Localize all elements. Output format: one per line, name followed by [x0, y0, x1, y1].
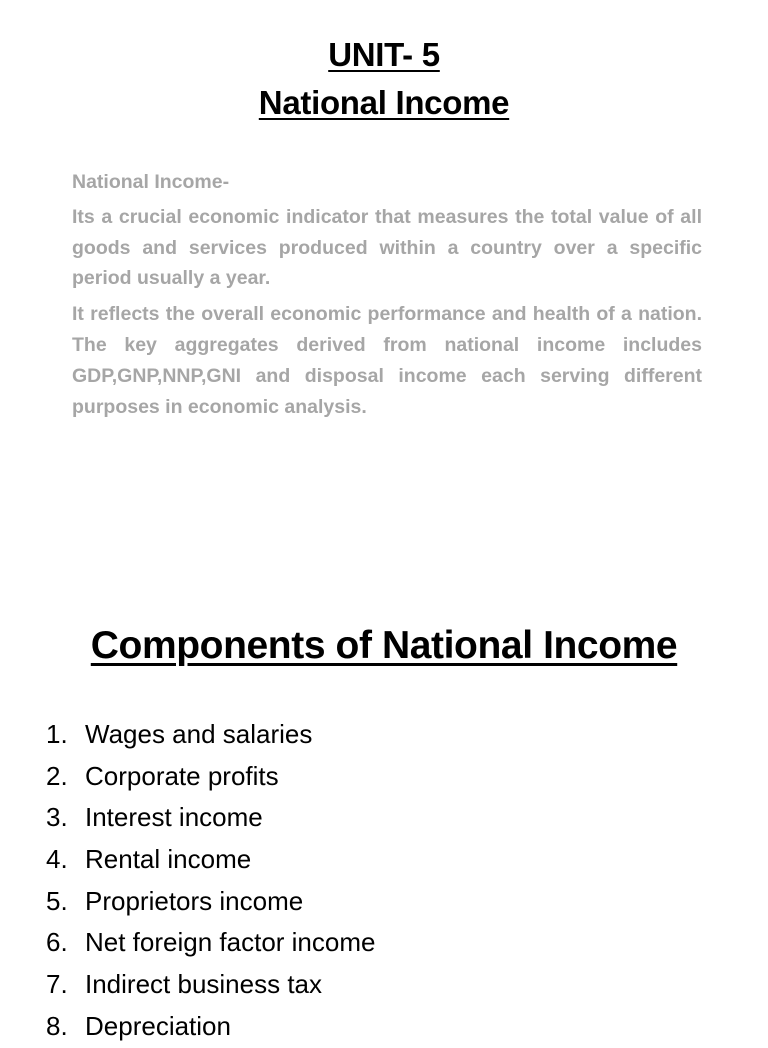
list-item-number: 2.	[46, 760, 68, 791]
list-item	[0, 797, 768, 839]
list-item	[0, 922, 768, 964]
page-title: National Income	[258, 84, 510, 121]
list-item-label: Net foreign factor income	[85, 927, 376, 958]
definition-heading: National Income-	[72, 171, 230, 193]
list-item	[0, 756, 768, 798]
list-item-label: Rental income	[85, 844, 252, 875]
components-title: Components of National Income	[90, 624, 678, 667]
list-item	[0, 839, 768, 881]
list-item-label: Proprietors income	[85, 885, 304, 916]
list-item-label: Interest income	[85, 802, 263, 833]
list-item-label: Corporate profits	[85, 760, 279, 791]
list-item	[0, 881, 768, 923]
definition-paragraph-1: Its a crucial economic indicator that measures the total value of all goods and services produced within a country over a specific period usually a year.	[72, 205, 702, 290]
list-item-number: 1.	[46, 719, 68, 749]
unit-title: UNIT- 5	[328, 36, 440, 73]
list-item-number: 6.	[46, 927, 68, 958]
list-item-label: Wages and salaries	[85, 719, 313, 749]
list-item-number: 4.	[46, 844, 68, 875]
list-item-number: 3.	[46, 802, 68, 833]
definition-body	[72, 167, 702, 427]
list-item-label: Indirect business tax	[85, 969, 323, 1000]
components-list	[0, 714, 768, 1048]
definition-paragraph-2: It reflects the overall economic performance and health of a nation. The key aggregates derived from national income includes GDP,GNP,NNP,GNI and disposal income each serving different purposes in economic analysis.	[72, 303, 702, 418]
list-item	[0, 714, 768, 756]
list-item	[0, 964, 768, 1006]
list-item-label: Depreciation	[85, 1010, 231, 1041]
list-item-number: 7.	[46, 969, 68, 1000]
list-item-number: 5.	[46, 885, 68, 916]
list-item	[0, 1006, 768, 1048]
list-item-number: 8.	[46, 1010, 68, 1041]
